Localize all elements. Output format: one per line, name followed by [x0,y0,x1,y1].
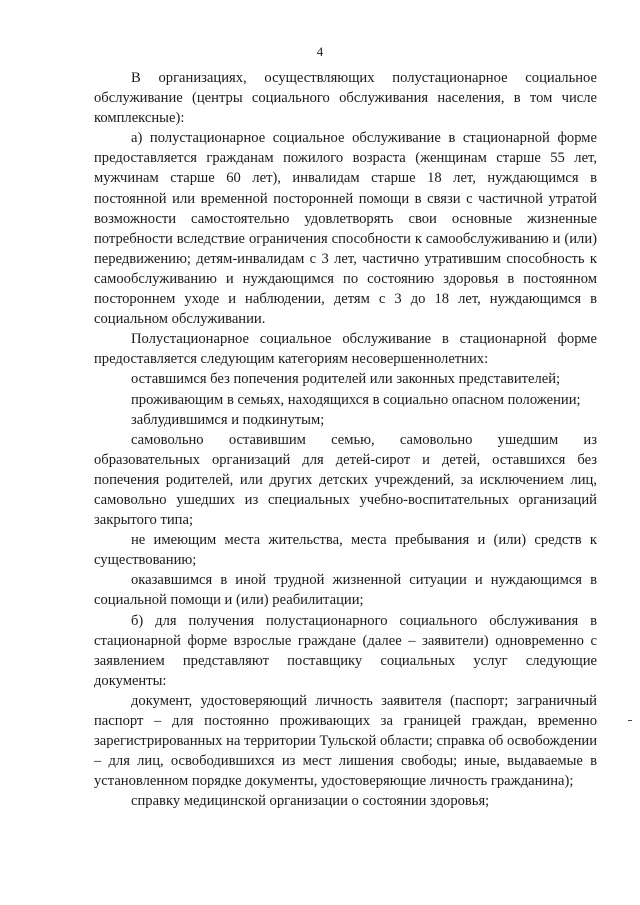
paragraph-a: а) полустационарное социальное обслуживание в стационарной форме предоставляется гражданам пожилого возраста (женщинам старше 55 лет, мужчинам старше 60 лет), инвалидам старше 18 лет, нуждающимся в постоянной или временной посторонней помощи в связи с частичной утратой возможности самостоятельно удовлетворять свои основные жизненные потребности вследствие ограничения способности к самообслуживанию и (или) передвижению; детям-инвалидам с 3 лет, частично утратившим способность к самообслуживанию и нуждающимся по состоянию здоровья в постоянном постороннем уходе и наблюдении, детям с 3 до 18 лет, нуждающимся в социальном обслуживании. [94,130,597,328]
paragraph-document-item: справку медицинской организации о состоянии здоровья; [131,793,490,810]
paragraph-minors-item: самовольно оставившим семью, самовольно ушедшим из образовательных организаций для детей-сирот и детей, оставшихся без попечения родителей, или других детских учреждений, за исключением лиц, самовольно ушедших из специальных учебно-воспитательных организаций закрытого типа; [94,431,597,529]
paragraph-minors-item: заблудившимся и подкинутым; [131,411,325,428]
document-body [94,68,597,811]
paragraph-minors-item: оказавшимся в иной трудной жизненной ситуации и нуждающимся в социальной помощи и (или) реабилитации; [94,572,597,609]
paragraph-intro: В организациях, осуществляющих полустационарное социальное обслуживание (центры социального обслуживания населения, в том числе комплексные): [94,70,597,127]
paragraph-minors-item: проживающим в семьях, находящихся в социально опасном положении; [131,391,581,408]
paragraph-b: б) для получения полустационарного социального обслуживания в стационарной форме взрослые граждане (далее – заявители) одновременно с заявлением представляют поставщику социальных услуг следующие документы: [94,612,597,689]
paragraph-minors-item: не имеющим места жительства, места пребывания и (или) средств к существованию; [94,532,597,569]
scan-mark [628,720,632,721]
page-number: 4 [316,44,324,59]
paragraph-minors-intro: Полустационарное социальное обслуживание в стационарной форме предоставляется следующим категориям несовершеннолетних: [94,331,597,368]
paragraph-minors-item: оставшимся без попечения родителей или законных представителей; [131,371,561,388]
paragraph-document-item: документ, удостоверяющий личность заявителя (паспорт; заграничный паспорт – для постоянно проживающих за границей граждан, временно зарегистрированных на территории Тульской области; справка об освобождении – для лиц, освободившихся из мест лишения свободы; иные, выдаваемые в установленном порядке документы, удостоверяющие личность гражданина); [94,692,597,790]
